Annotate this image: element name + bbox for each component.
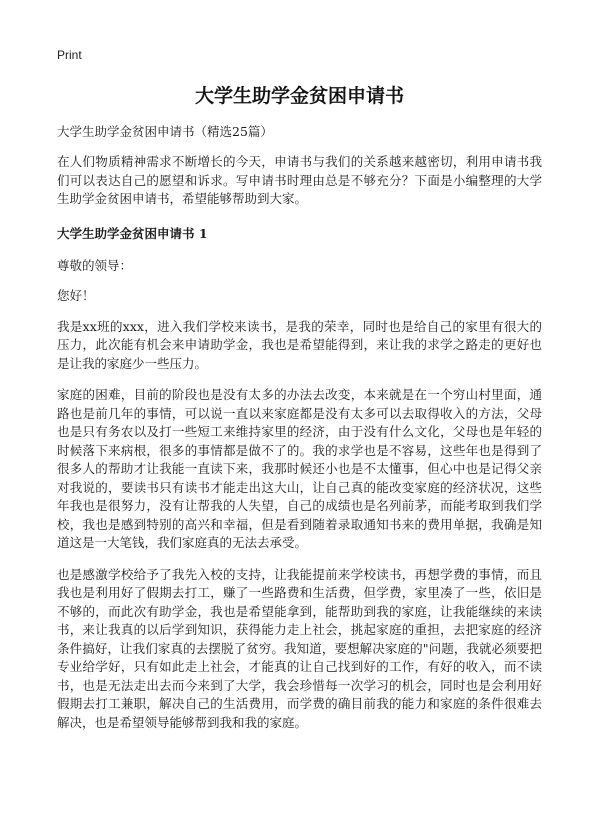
page-title: 大学生助学金贫困申请书 [194, 85, 404, 107]
salutation: 尊敬的领导： [57, 257, 133, 273]
intro-paragraph: 在人们物质精神需求不断增长的今天，申请书与我们的关系越来越密切，利用申请书我们可以表达自己的愿望和诉求。写申请书时理由总是不够充分？下面是小编整理的大学生助学金贫困申请书，希望能够帮助到大家。 [57, 154, 542, 206]
greeting: 您好！ [57, 287, 95, 303]
document-subtitle: 大学生助学金贫困申请书（精选25篇） [57, 124, 273, 139]
print-link[interactable]: Print [57, 48, 82, 62]
body-paragraph-2: 家庭的困难，目前的阶段也是没有太多的办法去改变，本来就是在一个穷山村里面，通路也是前几年的事情，可以说一直以来家庭都是没有太多可以去取得收入的方法，父母也是只有务农以及打一些短工来维持家里的经济，由于没有什么文化，父母也是年轻的时候落下来病根，很多的事情都是做不了的。我的求学也是不容易，这些年也是得到了很多人的帮助才让我能一直读下来，我那时候还小也是不太懂事，但心中也是记得父亲对我说的，要读书只有读书才能走出这大山，让自己真的能改变家庭的经济状况，这些年我也是很努力，没有让帮我的人失望，自己的成绩也是名列前茅，而能考取到我们学校，我也是感到特别的高兴和幸福，但是看到随着录取通知书来的费用单据，我确是知道这是一大笔钱，我们家庭真的无法去承受。 [57, 387, 542, 550]
body-paragraph-3: 也是感激学校给予了我先入校的支持，让我能提前来学校读书，再想学费的事情，而且我也是利用好了假期去打工，赚了一些路费和生活费，但学费，家里凑了一些，依旧是不够的，而此次有助学金，我也是希望能拿到，能帮助到我的家庭，让我能继续的来读书，来让我真的以后学到知识，获得能力走上社会，挑起家庭的重担，去把家庭的经济条件搞好，让我们家真的去摆脱了贫穷。我知道，要想解决家庭的"问题，我就必须要把专业给学好，只有如此走上社会，才能真的让自己找到好的工作，有好的收入，而不读书，也是无法走出去而今来到了大学，我会珍惜每一次学习的机会，同时也是会利用好假期去打工兼职，解决自己的生活费用，而学费的确目前我的能力和家庭的条件很难去解决，也是希望领导能够帮到我和我的家庭。 [57, 566, 542, 730]
body-paragraph-1: 我是xx班的xxx，进入我们学校来读书，是我的荣幸，同时也是给自己的家里有很大的压力，此次能有机会来申请助学金，我也是希望能得到，来让我的求学之路走的更好也是让我的家庭少一些压力。 [57, 318, 542, 371]
section-heading: 大学生助学金贫困申请书 1 [57, 225, 208, 241]
